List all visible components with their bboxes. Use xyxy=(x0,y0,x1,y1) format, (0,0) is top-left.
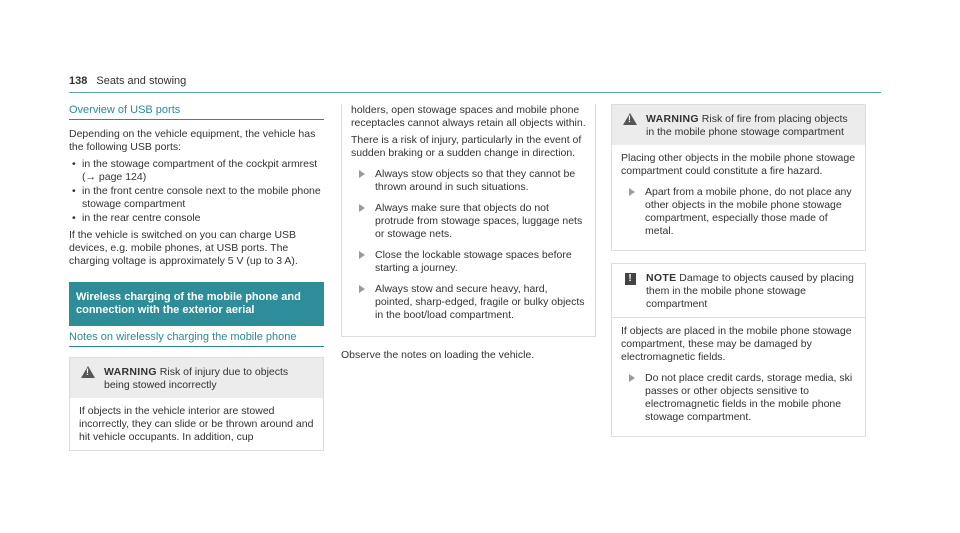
note-head xyxy=(612,264,865,317)
usb-port-list xyxy=(69,158,324,225)
column-3 xyxy=(611,104,866,437)
list-item: • in the rear centre console xyxy=(69,212,324,225)
column-2 xyxy=(341,104,596,366)
loading-notes-text: Observe the notes on loading the vehicle. xyxy=(341,349,535,361)
wireless-charging-banner: Wireless charging of the mobile phone and connection with the exterior aerial xyxy=(69,282,324,326)
warning-head xyxy=(612,105,865,145)
warning-icon xyxy=(81,366,95,378)
wireless-notes-title: Notes on wirelessly charging the mobile phone xyxy=(69,326,324,347)
instruction-step: Always stow and secure heavy, hard, pointed, sharp-edged, fragile or bulky objects in the boot/load compartment. xyxy=(351,283,586,322)
page-number: 138 xyxy=(69,75,88,87)
note-box-damage xyxy=(611,263,866,437)
warning-keyword: WARNING xyxy=(104,366,157,378)
instruction-step: Always make sure that objects do not protrude from stowage spaces, luggage nets or stowage nets. xyxy=(351,202,586,241)
warning-cont-1: holders, open stowage spaces and mobile phone receptacles cannot always retain all objects within. xyxy=(351,104,586,129)
section-name: Seats and stowing xyxy=(96,75,187,87)
note-body: If objects are placed in the mobile phone stowage compartment, these may be damaged by electromagnetic fields. xyxy=(621,325,852,363)
warning-heading: Risk of fire from placing objects in the mobile phone stowage compartment xyxy=(646,113,848,138)
header-rule xyxy=(69,92,881,93)
instruction-step: Close the lockable stowage spaces before starting a journey. xyxy=(351,249,586,275)
instruction-step: Do not place credit cards, storage media, ski passes or other objects sensitive to electromagnetic fields in the mobile phone stowage compartment. xyxy=(621,372,856,424)
warning-heading: Risk of injury due to objects being stowed incorrectly xyxy=(104,366,289,391)
usb-ports-title: Overview of USB ports xyxy=(69,104,324,120)
list-item: • in the front centre console next to the mobile phone stowage compartment xyxy=(69,185,324,211)
warning-body: Placing other objects in the mobile phone stowage compartment could constitute a fire hazard. xyxy=(621,152,856,177)
list-item: • in the stowage compartment of the cockpit armrest (→ page 124) xyxy=(69,158,324,184)
warning-continuation xyxy=(341,104,596,337)
warning-box-fire xyxy=(611,104,866,251)
warning-box-injury xyxy=(69,357,324,451)
page-header xyxy=(69,75,186,88)
usb-intro: Depending on the vehicle equipment, the vehicle has the following USB ports: xyxy=(69,128,316,153)
note-icon: ! xyxy=(625,273,636,285)
note-keyword: NOTE xyxy=(646,272,677,284)
warning-icon xyxy=(623,113,637,125)
warning-body: If objects in the vehicle interior are stowed incorrectly, they can slide or be thrown around and hit vehicle occupants. In addition, cup xyxy=(79,405,314,443)
warning-keyword: WARNING xyxy=(646,113,699,125)
usb-charging-para: If the vehicle is switched on you can charge USB devices, e.g. mobile phones, at USB ports. The charging voltage is approximately 5 V (up to 3 A). xyxy=(69,229,298,267)
warning-head xyxy=(70,358,323,398)
instruction-step: Apart from a mobile phone, do not place any other objects in the mobile phone stowage compartment, especially those made of metal. xyxy=(621,186,856,238)
note-heading: Damage to objects caused by placing them in the mobile phone stowage compartment xyxy=(646,272,854,310)
instruction-step: Always stow objects so that they cannot be thrown around in such situations. xyxy=(351,168,586,194)
warning-cont-2: There is a risk of injury, particularly in the event of sudden braking or a sudden change in direction. xyxy=(351,134,582,159)
column-1 xyxy=(69,104,324,451)
